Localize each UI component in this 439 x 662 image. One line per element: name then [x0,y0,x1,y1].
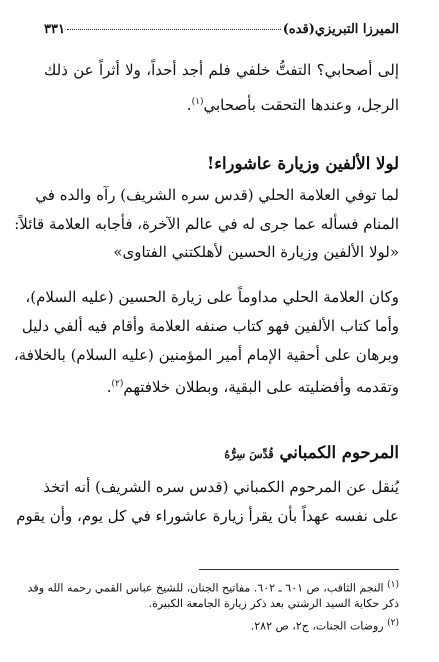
footnote-2-marker: (٢) [387,618,399,628]
section-1-line-2: المنام فسأله عما جرى له في عالم الآخرة، فأجابه العلامة قائلاً: [14,215,399,233]
section-2-line-1: يُنقل عن المرحوم الكمباني (قدس سره الشريف) أنه اتخذ [43,478,399,496]
footnote-1-line-1-end: وقد [27,581,45,595]
footnote-1-line-2: ذكر حكاية السيد الرشتي بعد ذكر زيارة الجامعة الكبيرة. [148,597,399,610]
paragraph-2-line-4 [44,372,399,399]
paragraph-1-line-2-text: الرجل، وعندها التحقت بأصحابي [203,96,399,114]
paragraph-1-line-1: إلى أصحابي؟ التفتُّ خلفي فلم أجد أحداً، ولا أثراً عن ذلك [44,61,399,79]
paragraph-2-line-1: وكان العلامة الحلي مداوماً على زيارة الحسين (عليه السلام)، [25,288,399,306]
footnote-2 [44,615,399,635]
section-2-line-2: على نفسه عهداً بأن يقرأ زيارة عاشوراء في كل يوم، وأن يقوم [16,507,399,525]
header-dot-leader [67,29,281,30]
footnote-1-line-1-text: النجم الثاقب، ص ٦٠١ ـ ٦٠٢. مفاتيح الجنان، للشيخ عباس القمي [94,581,384,595]
section-1-line-1: لما توفي العلامة الحلي (قدس سره الشريف) رآه والده في [35,186,399,204]
section-2-heading-text: المرحوم الكمباني [279,443,399,462]
footnote-1-line-1 [27,577,399,597]
footnote-2-text: روضات الجنات، ج٢، ص ٢٨٢. [250,619,384,633]
paragraph-1-line-2 [44,90,399,117]
section-1-line-3: «لولا الألفين وزيارة الحسين لأهلكتني الفتاوى» [113,243,399,261]
paragraph-2-line-4-end: . [106,378,112,396]
page-number: ٣٣١ [44,21,65,37]
honorific-glyph: قُدِّسَ سِرُّهُ [224,448,274,461]
footnote-1-marker: (١) [387,580,399,590]
footnote-ref-2: (٢) [111,379,124,389]
paragraph-2-line-3: وبرهان على أحقية الإمام أمير المؤمنين (عليه السلام) بالخلافة، [13,346,399,364]
section-heading-alfayn: لولا الألفين وزيارة عاشوراء! [206,154,399,173]
paragraph-2-line-2: وأما كتاب الألفين فهو كتاب صنفه العلامة وأقام فيه ألفي دليل [21,317,399,335]
section-heading-kumpani [44,441,399,467]
running-header [44,18,399,40]
footnote-separator [199,569,399,570]
running-title: الميرزا التبريزي(قده) [282,21,399,37]
paragraph-2-line-4-text: وتقدمه وأفضليته على البقية، وبطلان خلافتهم [123,378,399,396]
footnote-ref-1: (١) [191,97,204,107]
footnote-honorific-glyph: رحمه الله [47,581,92,595]
paragraph-1-line-2-end: . [186,96,192,114]
